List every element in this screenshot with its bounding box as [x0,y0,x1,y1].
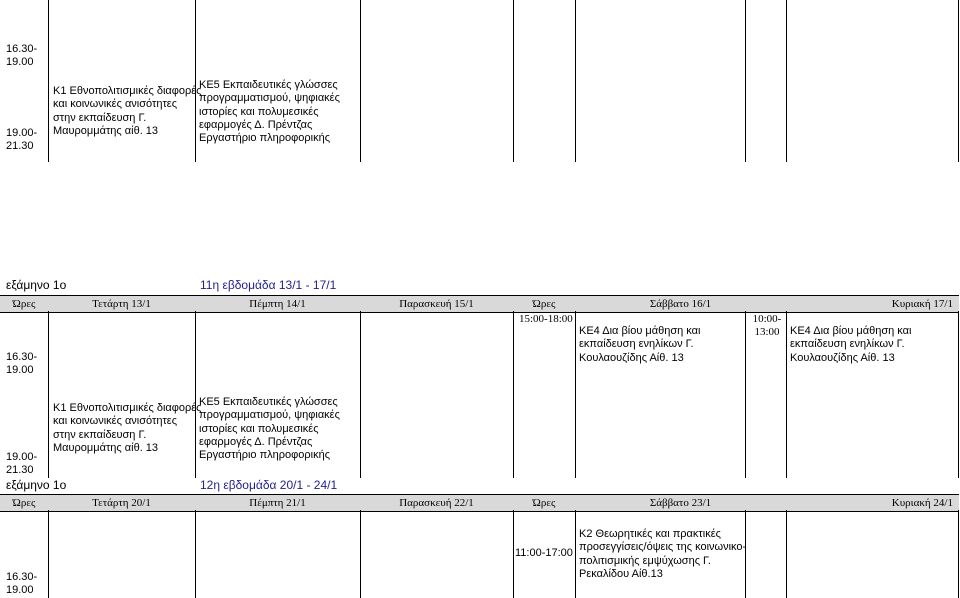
wednesday-course-cell: Κ1 Εθνοπολιτισμικές διαφορές και κοινωνικές ανισότητες στην εκπαίδευση Γ. Μαυρομμάτης αίθ. 13 [53,85,202,137]
header-hours: Ώρες [12,298,36,310]
header-friday: Παρασκευή 15/1 [399,298,474,310]
header-hours: Ώρες [532,298,556,310]
time-slot-label: 16.30- 19.00 [6,571,38,597]
header-friday: Παρασκευή 22/1 [399,497,474,509]
time-slot-label: 19.00- 21.30 [6,451,38,477]
thursday-course-cell: ΚΕ5 Εκπαιδευτικές γλώσσες προγραμματισμού, ψηφιακές ιστορίες και πολυμεσικές εφαρμογές Δ. Πρέντζας Εργαστήριο πληροφορικής [199,396,340,462]
friday-time-range: 15:00-18:00 [519,313,573,325]
header-thursday: Πέμπτη 14/1 [249,298,306,310]
header-hours: Ώρες [12,497,36,509]
week12-header-row [0,494,959,512]
wednesday-course-cell: Κ1 Εθνοπολιτισμικές διαφορές και κοινωνικές ανισότητες στην εκπαίδευση Γ. Μαυρομμάτης αίθ. 13 [53,402,202,454]
time-slot-label: 16.30- 19.00 [6,43,38,69]
header-wednesday: Τετάρτη 20/1 [92,497,151,509]
time-slot-label: 16.30- 19.00 [6,351,38,377]
header-thursday: Πέμπτη 21/1 [249,497,306,509]
saturday-course-cell: Κ2 Θεωρητικές και πρακτικές προσεγγίσεις/όψεις της κοινωνικο- πολιτισμικής εμψύχωσης Γ. Ρεκαλίδου Αίθ.13 [579,528,747,580]
saturday-course-cell: ΚΕ4 Δια βίου μάθηση και εκπαίδευση ενηλίκων Γ. Κουλαουζίδης Αίθ. 13 [579,325,701,364]
week-title: 12η εβδομάδα 20/1 - 24/1 [200,478,338,492]
week11-header-row [0,295,959,313]
header-saturday: Σάββατο 23/1 [649,497,712,509]
header-saturday: Σάββατο 16/1 [649,298,712,310]
sunday-course-cell: ΚΕ4 Δια βίου μάθηση και εκπαίδευση ενηλίκων Γ. Κουλαουζίδης Αίθ. 13 [790,325,912,364]
header-hours: Ώρες [532,497,556,509]
header-wednesday: Τετάρτη 13/1 [92,298,151,310]
week-title: 11η εβδομάδα 13/1 - 17/1 [200,278,337,292]
saturday-time-range: 11:00-17:00 [515,547,573,559]
header-sunday: Κυριακή 24/1 [891,497,953,509]
semester-label: εξάμηνο 1ο [6,478,67,492]
semester-label: εξάμηνο 1ο [6,278,67,292]
thursday-course-cell: ΚΕ5 Εκπαιδευτικές γλώσσες προγραμματισμού, ψηφιακές ιστορίες και πολυμεσικές εφαρμογές Δ. Πρέντζας Εργαστήριο πληροφορικής [199,79,340,145]
header-sunday: Κυριακή 17/1 [891,298,953,310]
time-slot-label: 19.00- 21.30 [6,127,38,153]
saturday-time-range: 10:00- 13:00 [752,313,782,339]
